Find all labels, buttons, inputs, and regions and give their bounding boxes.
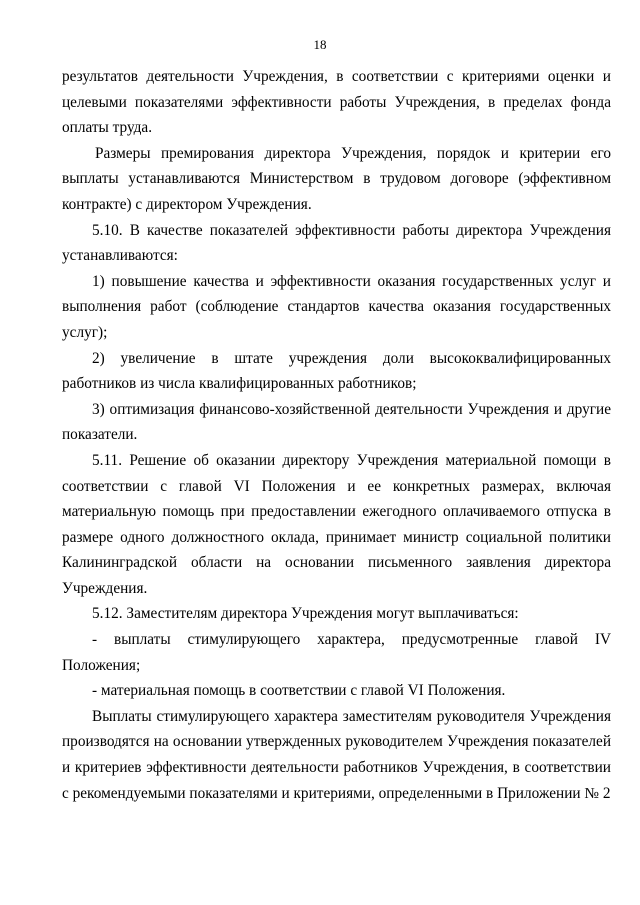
list-item-2: 2) увеличение в штате учреждения доли высококвалифицированных работников из числа квалифицированных работников;: [62, 349, 611, 393]
document-body: [62, 64, 611, 806]
paragraph-5-11: 5.11. Решение об оказании директору Учреждения материальной помощи в соответствии с главой VI Положения и ее конкретных размерах, включая материальную помощь при предоставлении ежегодного оплачиваемого отпуска в размере одного должностного оклада, принимает министр социальной политики Калининградской области на основании письменного заявления директора Учреждения.: [62, 451, 611, 597]
paragraph-deputy-payments: Выплаты стимулирующего характера заместителям руководителя Учреждения производятся на основании утвержденных руководителем Учреждения показателей и критериев эффективности деятельности работников Учреждения, в соответствии с рекомендуемыми показателями и критериями, определенными в Приложении № 2: [62, 707, 611, 802]
page-number: 18: [313, 37, 327, 52]
paragraph-5-12: 5.12. Заместителям директора Учреждения могут выплачиваться:: [92, 605, 519, 623]
list-item-3: 3) оптимизация финансово-хозяйственной деятельности Учреждения и другие показатели.: [62, 400, 611, 444]
paragraph-director-bonus: Размеры премирования директора Учреждения, порядок и критерии его выплаты устанавливаются Министерством в трудовом договоре (эффективном контракте) с директором Учреждения.: [62, 144, 611, 213]
list-item-stimulating-payments: - выплаты стимулирующего характера, предусмотренные главой IV Положения;: [62, 631, 611, 674]
list-item-1: 1) повышение качества и эффективности оказания государственных услуг и выполнения работ (соблюдение стандартов качества оказания государственных услуг);: [62, 272, 611, 341]
paragraph-5-10: 5.10. В качестве показателей эффективности работы директора Учреждения устанавливаются:: [62, 221, 611, 265]
paragraph-continuation: результатов деятельности Учреждения, в соответствии с критериями оценки и целевыми показателями эффективности работы Учреждения, в пределах фонда оплаты труда.: [62, 68, 611, 137]
list-item-material-aid: - материальная помощь в соответствии с главой VI Положения.: [92, 682, 506, 700]
